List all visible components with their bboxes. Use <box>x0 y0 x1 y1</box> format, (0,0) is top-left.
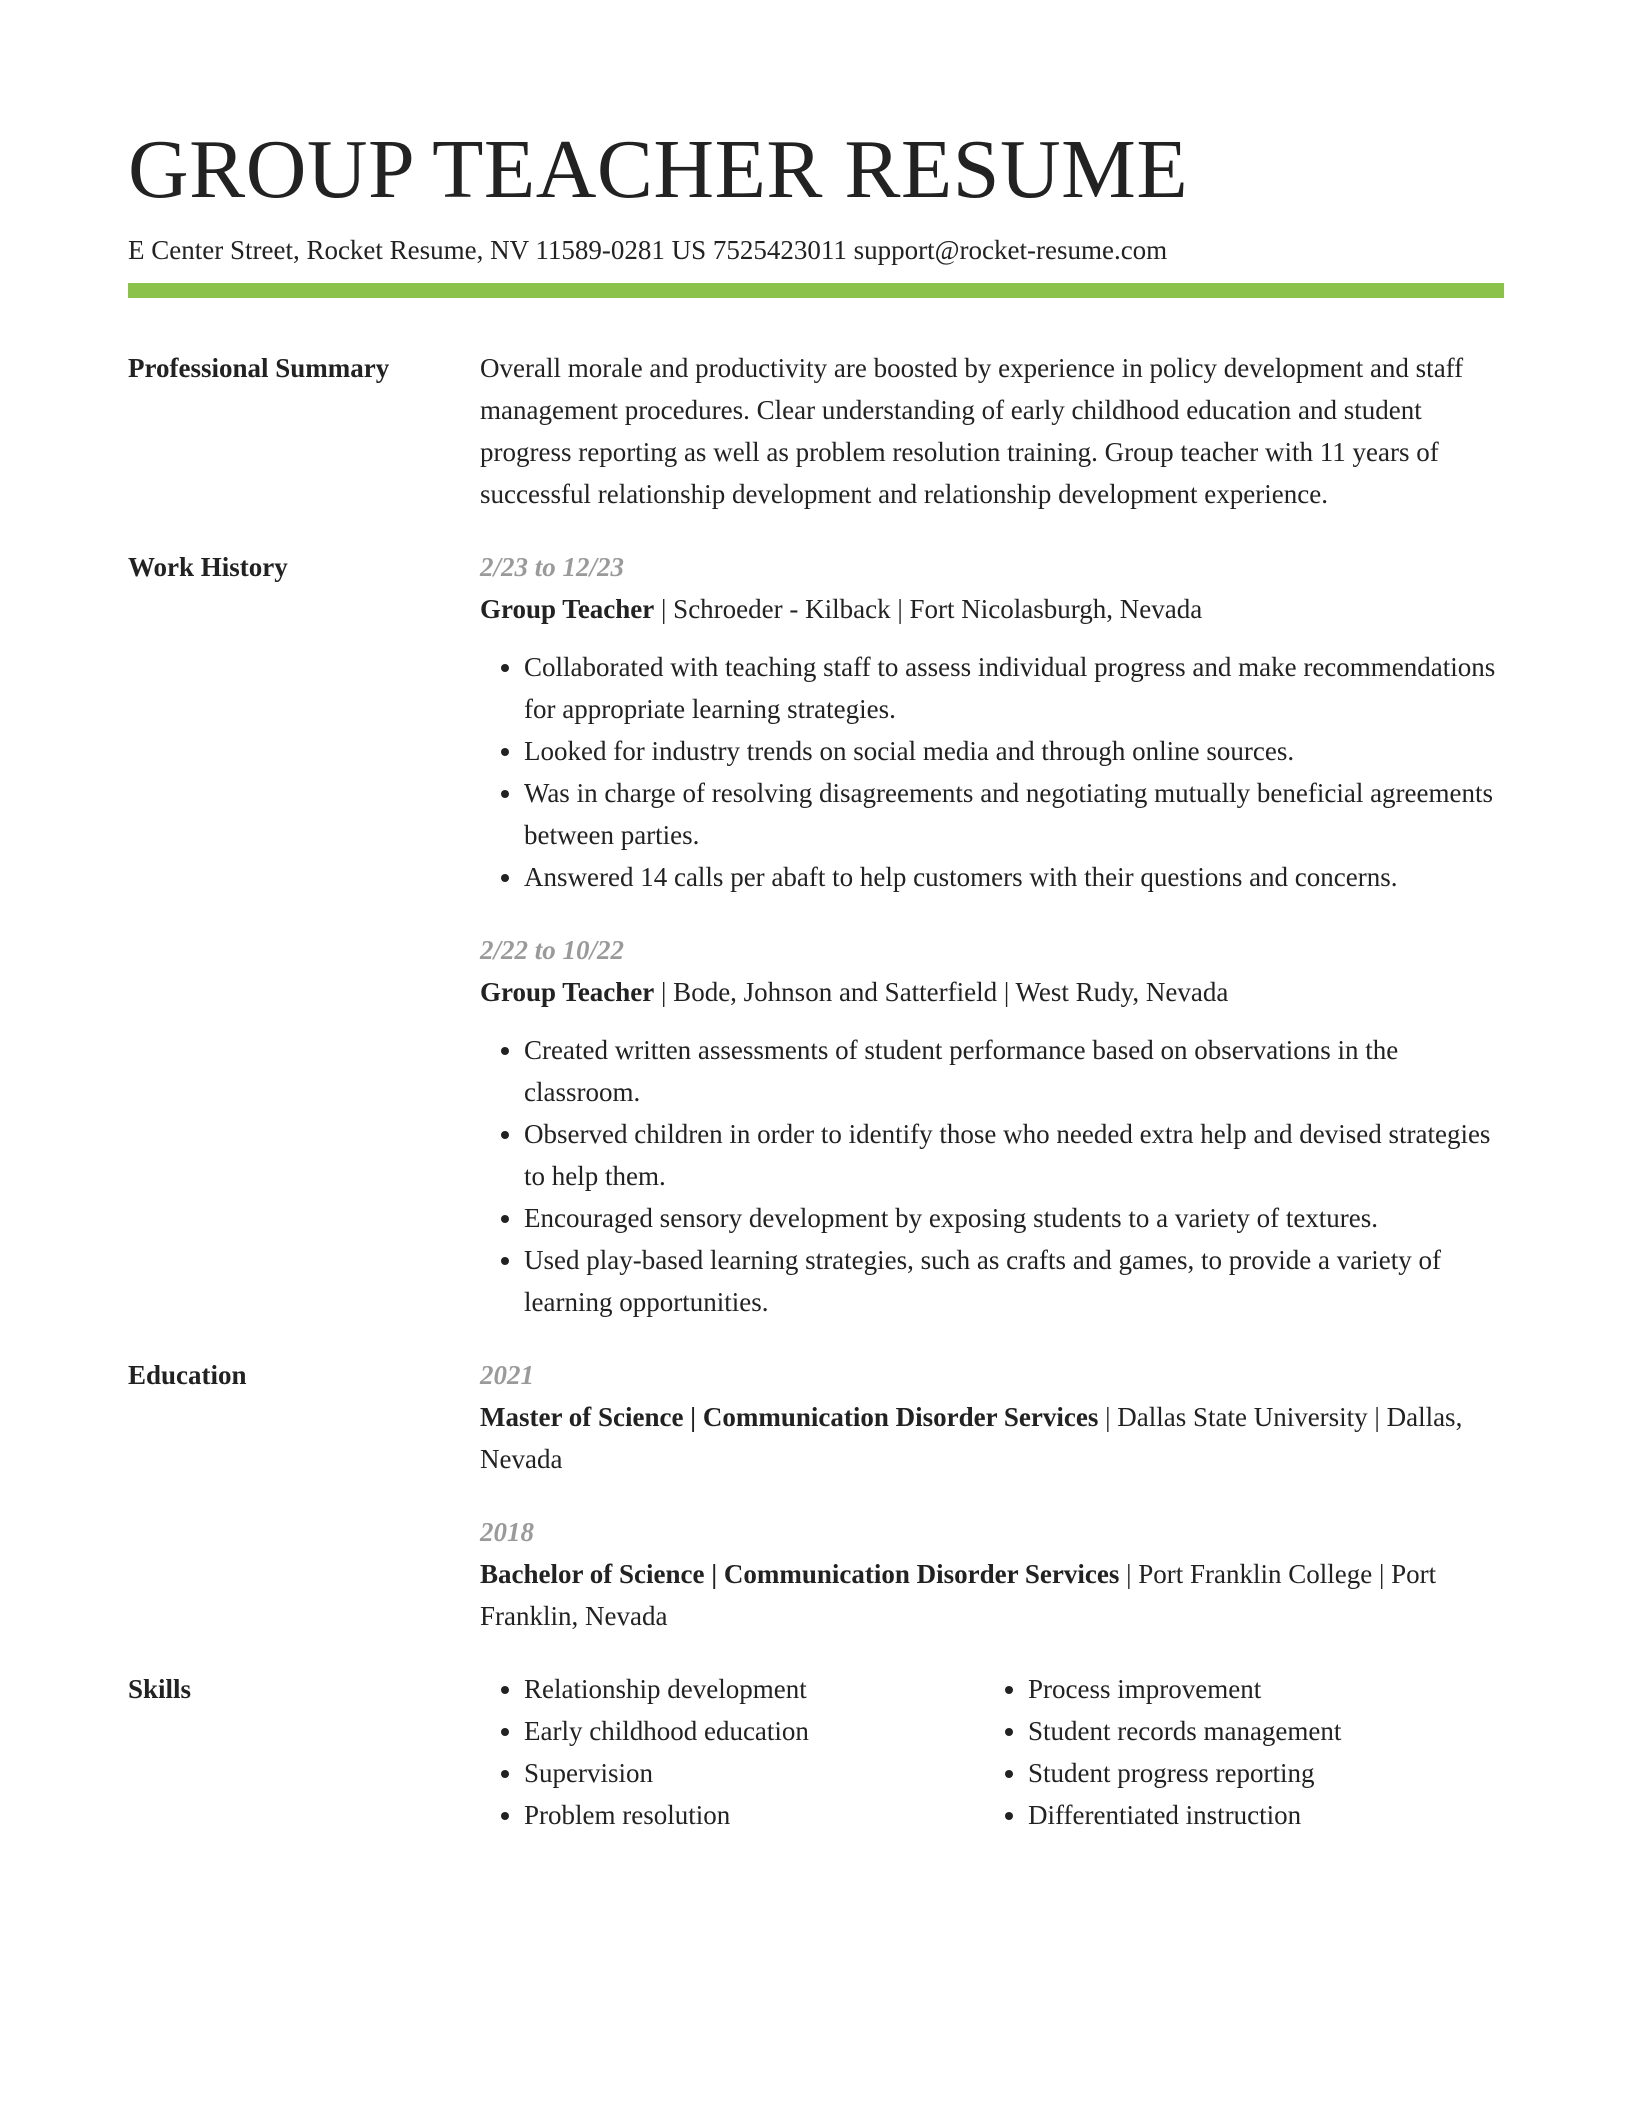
degree-name: Master of Science | Communication Disorder Services <box>480 1402 1099 1432</box>
school-details: | Port Franklin College | Port Franklin, Nevada <box>480 1559 1437 1631</box>
education-body <box>480 1354 1504 1637</box>
skills-body <box>480 1668 1504 1836</box>
job-dates: 2/23 to 12/23 <box>480 552 625 582</box>
skill-item: • Student progress reporting <box>1028 1752 1488 1794</box>
header-divider <box>128 283 1504 298</box>
summary-section <box>128 347 1504 515</box>
job-entry <box>480 929 1504 1323</box>
education-section <box>128 1354 1504 1637</box>
job-bullet: • Was in charge of resolving disagreements and negotiating mutually beneficial agreements between parties. <box>524 772 1504 856</box>
education-year: 2021 <box>480 1360 534 1390</box>
work-history-label: Work History <box>128 552 288 582</box>
work-history-body <box>480 546 1504 1323</box>
resume-page <box>128 118 1504 1836</box>
job-entry <box>480 546 1504 898</box>
job-bullets <box>480 1029 1504 1323</box>
skill-item: • Process improvement <box>1028 1668 1488 1710</box>
skills-section <box>128 1668 1504 1836</box>
resume-title: GROUP TEACHER RESUME <box>128 123 1189 216</box>
skill-item: • Supervision <box>524 1752 984 1794</box>
contact-line: E Center Street, Rocket Resume, NV 11589-0281 US 7525423011 support@rocket-resume.com <box>128 235 1168 265</box>
education-year: 2018 <box>480 1517 534 1547</box>
school-details: | Dallas State University | Dallas, Nevada <box>480 1402 1463 1474</box>
job-details: | Bode, Johnson and Satterfield | West Rudy, Nevada <box>654 977 1229 1007</box>
job-bullet: • Answered 14 calls per abaft to help customers with their questions and concerns. <box>524 856 1504 898</box>
job-bullet: • Created written assessments of student performance based on observations in the classroom. <box>524 1029 1504 1113</box>
job-bullet: • Observed children in order to identify those who needed extra help and devised strategies to help them. <box>524 1113 1504 1197</box>
work-history-section <box>128 546 1504 1323</box>
job-bullet: • Used play-based learning strategies, such as crafts and games, to provide a variety of learning opportunities. <box>524 1239 1504 1323</box>
job-bullet: • Collaborated with teaching staff to assess individual progress and make recommendations for appropriate learning strategies. <box>524 646 1504 730</box>
job-bullet: • Looked for industry trends on social media and through online sources. <box>524 730 1504 772</box>
education-heading <box>480 1553 1504 1637</box>
job-title: Group Teacher <box>480 977 655 1007</box>
skills-column-right <box>984 1668 1488 1836</box>
education-label: Education <box>128 1360 247 1390</box>
degree-name: Bachelor of Science | Communication Disorder Services <box>480 1559 1120 1589</box>
skill-item: • Problem resolution <box>524 1794 984 1836</box>
job-title: Group Teacher <box>480 594 655 624</box>
education-heading <box>480 1396 1504 1480</box>
job-details: | Schroeder - Kilback | Fort Nicolasburgh, Nevada <box>654 594 1203 624</box>
summary-text: Overall morale and productivity are boosted by experience in policy development and staff management procedures. Clear understanding of early childhood education and student progress reporting as well as problem resolution training. Group teacher with 11 years of successful relationship development and relationship development experience. <box>480 353 1464 509</box>
education-entry <box>480 1511 1504 1637</box>
skill-item: • Differentiated instruction <box>1028 1794 1488 1836</box>
job-bullets <box>480 646 1504 898</box>
summary-label: Professional Summary <box>128 353 390 383</box>
education-entry <box>480 1354 1504 1480</box>
skills-column-left <box>480 1668 984 1836</box>
skills-grid <box>480 1668 1504 1836</box>
job-dates: 2/22 to 10/22 <box>480 935 625 965</box>
skill-item: • Relationship development <box>524 1668 984 1710</box>
skills-label: Skills <box>128 1674 192 1704</box>
job-heading <box>480 588 1504 630</box>
job-heading <box>480 971 1504 1013</box>
job-bullet: • Encouraged sensory development by exposing students to a variety of textures. <box>524 1197 1504 1239</box>
skill-item: • Student records management <box>1028 1710 1488 1752</box>
skill-item: • Early childhood education <box>524 1710 984 1752</box>
